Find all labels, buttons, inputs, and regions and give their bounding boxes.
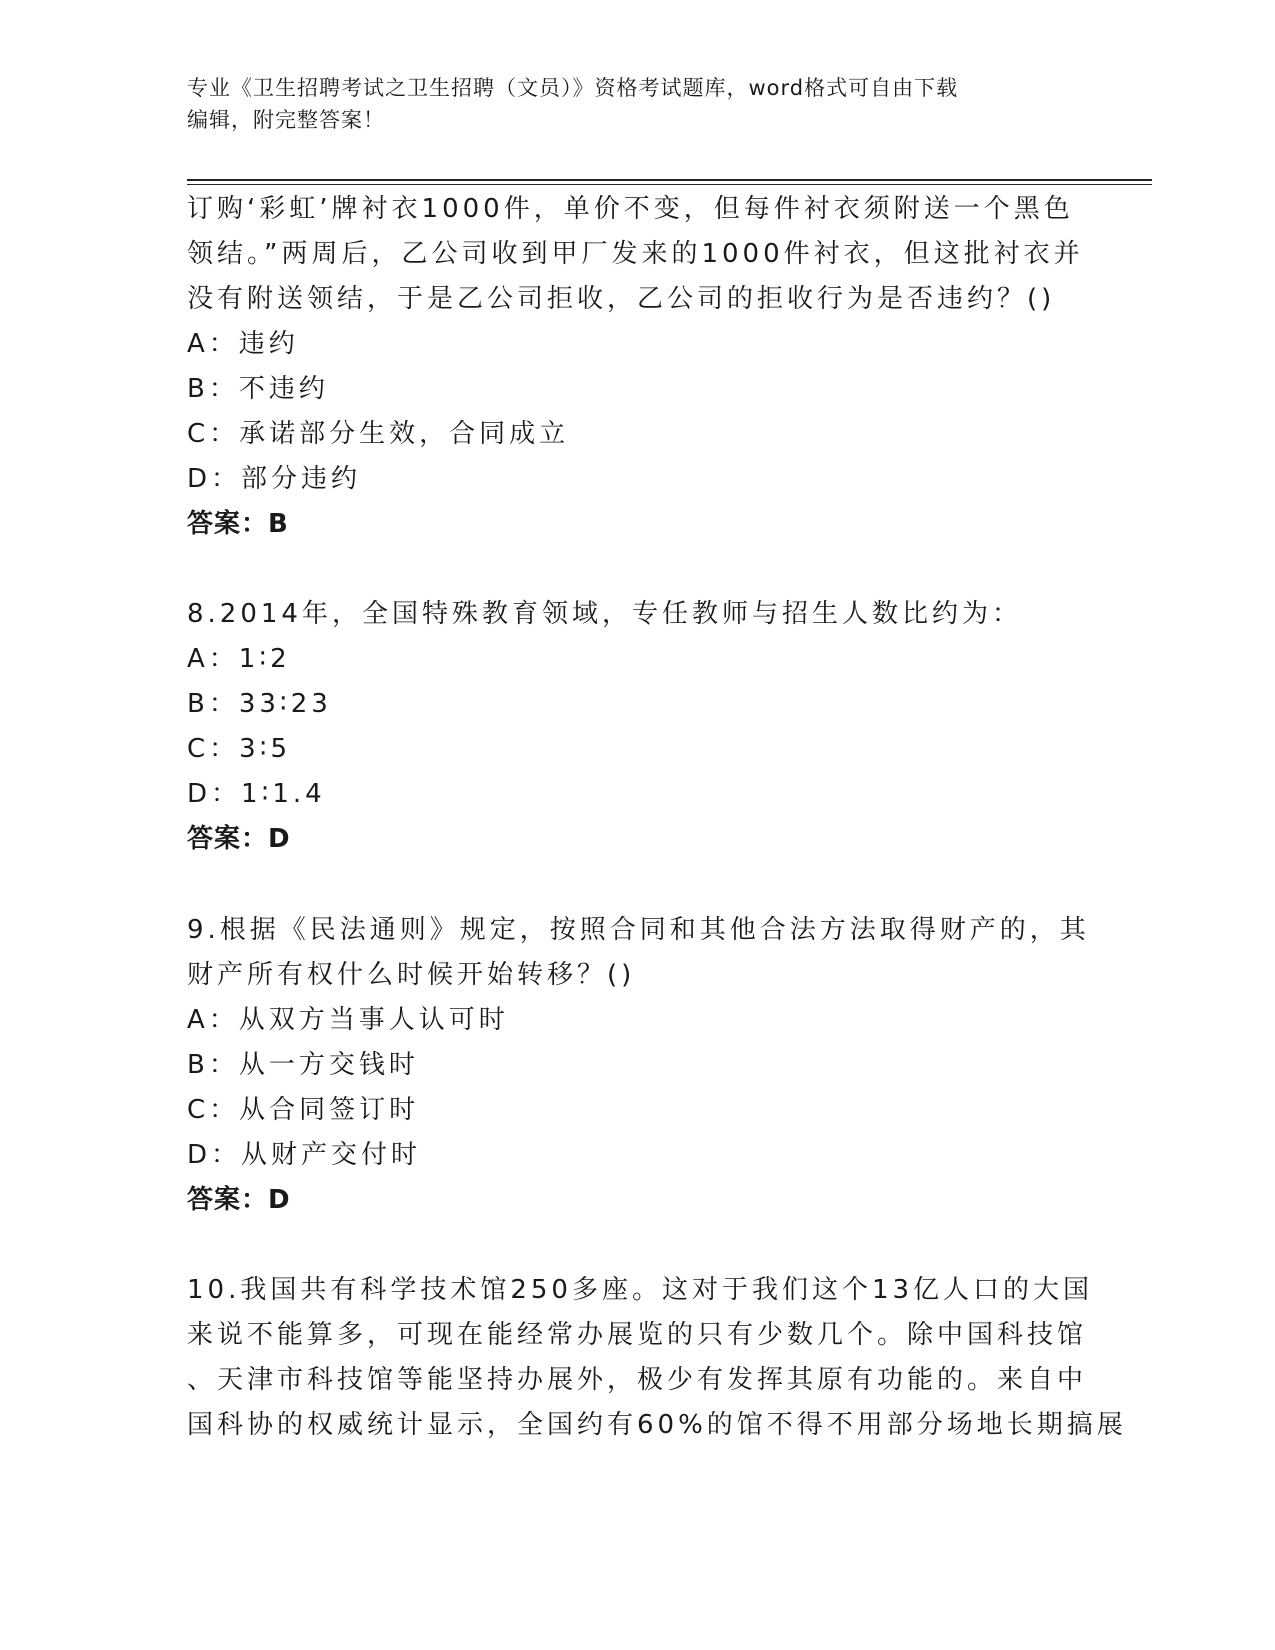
- q10-text-line-3: 、天津市科技馆等能坚持办展外，极少有发挥其原有功能的。来自中: [187, 1365, 1088, 1395]
- document-header: [187, 72, 1087, 136]
- q8-option-d: D：1∶1.4: [187, 779, 326, 809]
- q8-option-c: C：3∶5: [187, 734, 292, 764]
- q8-answer: 答案：D: [187, 824, 291, 854]
- q10-text-line-1: 10.我国共有科学技术馆250多座。这对于我们这个13亿人口的大国: [187, 1275, 1094, 1305]
- q9-option-c: C：从合同签订时: [187, 1095, 420, 1125]
- q9-option-b: B：从一方交钱时: [187, 1050, 419, 1080]
- q8-option-b: B：33∶23: [187, 689, 332, 719]
- q8-option-a: A：1∶2: [187, 644, 291, 674]
- q7-text-line-3: 没有附送领结，于是乙公司拒收，乙公司的拒收行为是否违约？(): [187, 284, 1056, 314]
- q9-answer: 答案：D: [187, 1185, 291, 1215]
- q9-text-line-2: 财产所有权什么时候开始转移？(): [187, 960, 636, 990]
- header-line-2: 编辑，附完整答案！: [187, 108, 385, 132]
- q10-text-line-2: 来说不能算多，可现在能经常办展览的只有少数几个。除中国科技馆: [187, 1320, 1088, 1350]
- header-divider-thin: [187, 184, 1152, 185]
- q10-text-line-4: 国科协的权威统计显示，全国约有60%的馆不得不用部分场地长期搞展: [187, 1410, 1127, 1440]
- q7-option-c: C：承诺部分生效，合同成立: [187, 419, 570, 449]
- q7-text-line-2: 领结。”两周后，乙公司收到甲厂发来的1000件衬衣，但这批衬衣并: [187, 239, 1084, 269]
- q7-text-line-1: 订购‘彩虹’牌衬衣1000件，单价不变，但每件衬衣须附送一个黑色: [187, 194, 1074, 224]
- q8-text-line-1: 8.2014年，全国特殊教育领域，专任教师与招生人数比约为：: [187, 599, 1022, 629]
- q7-option-a: A：违约: [187, 329, 299, 359]
- q7-option-d: D：部分违约: [187, 464, 362, 494]
- q9-text-line-1: 9.根据《民法通则》规定，按照合同和其他合法方法取得财产的，其: [187, 915, 1090, 945]
- header-divider-thick: [187, 179, 1152, 181]
- q9-option-a: A：从双方当事人认可时: [187, 1005, 509, 1035]
- q7-option-b: B：不违约: [187, 374, 329, 404]
- header-line-1: 专业《卫生招聘考试之卫生招聘（文员）》资格考试题库，word格式可自由下载: [187, 76, 959, 100]
- q9-option-d: D：从财产交付时: [187, 1140, 422, 1170]
- q7-answer: 答案：B: [187, 509, 289, 539]
